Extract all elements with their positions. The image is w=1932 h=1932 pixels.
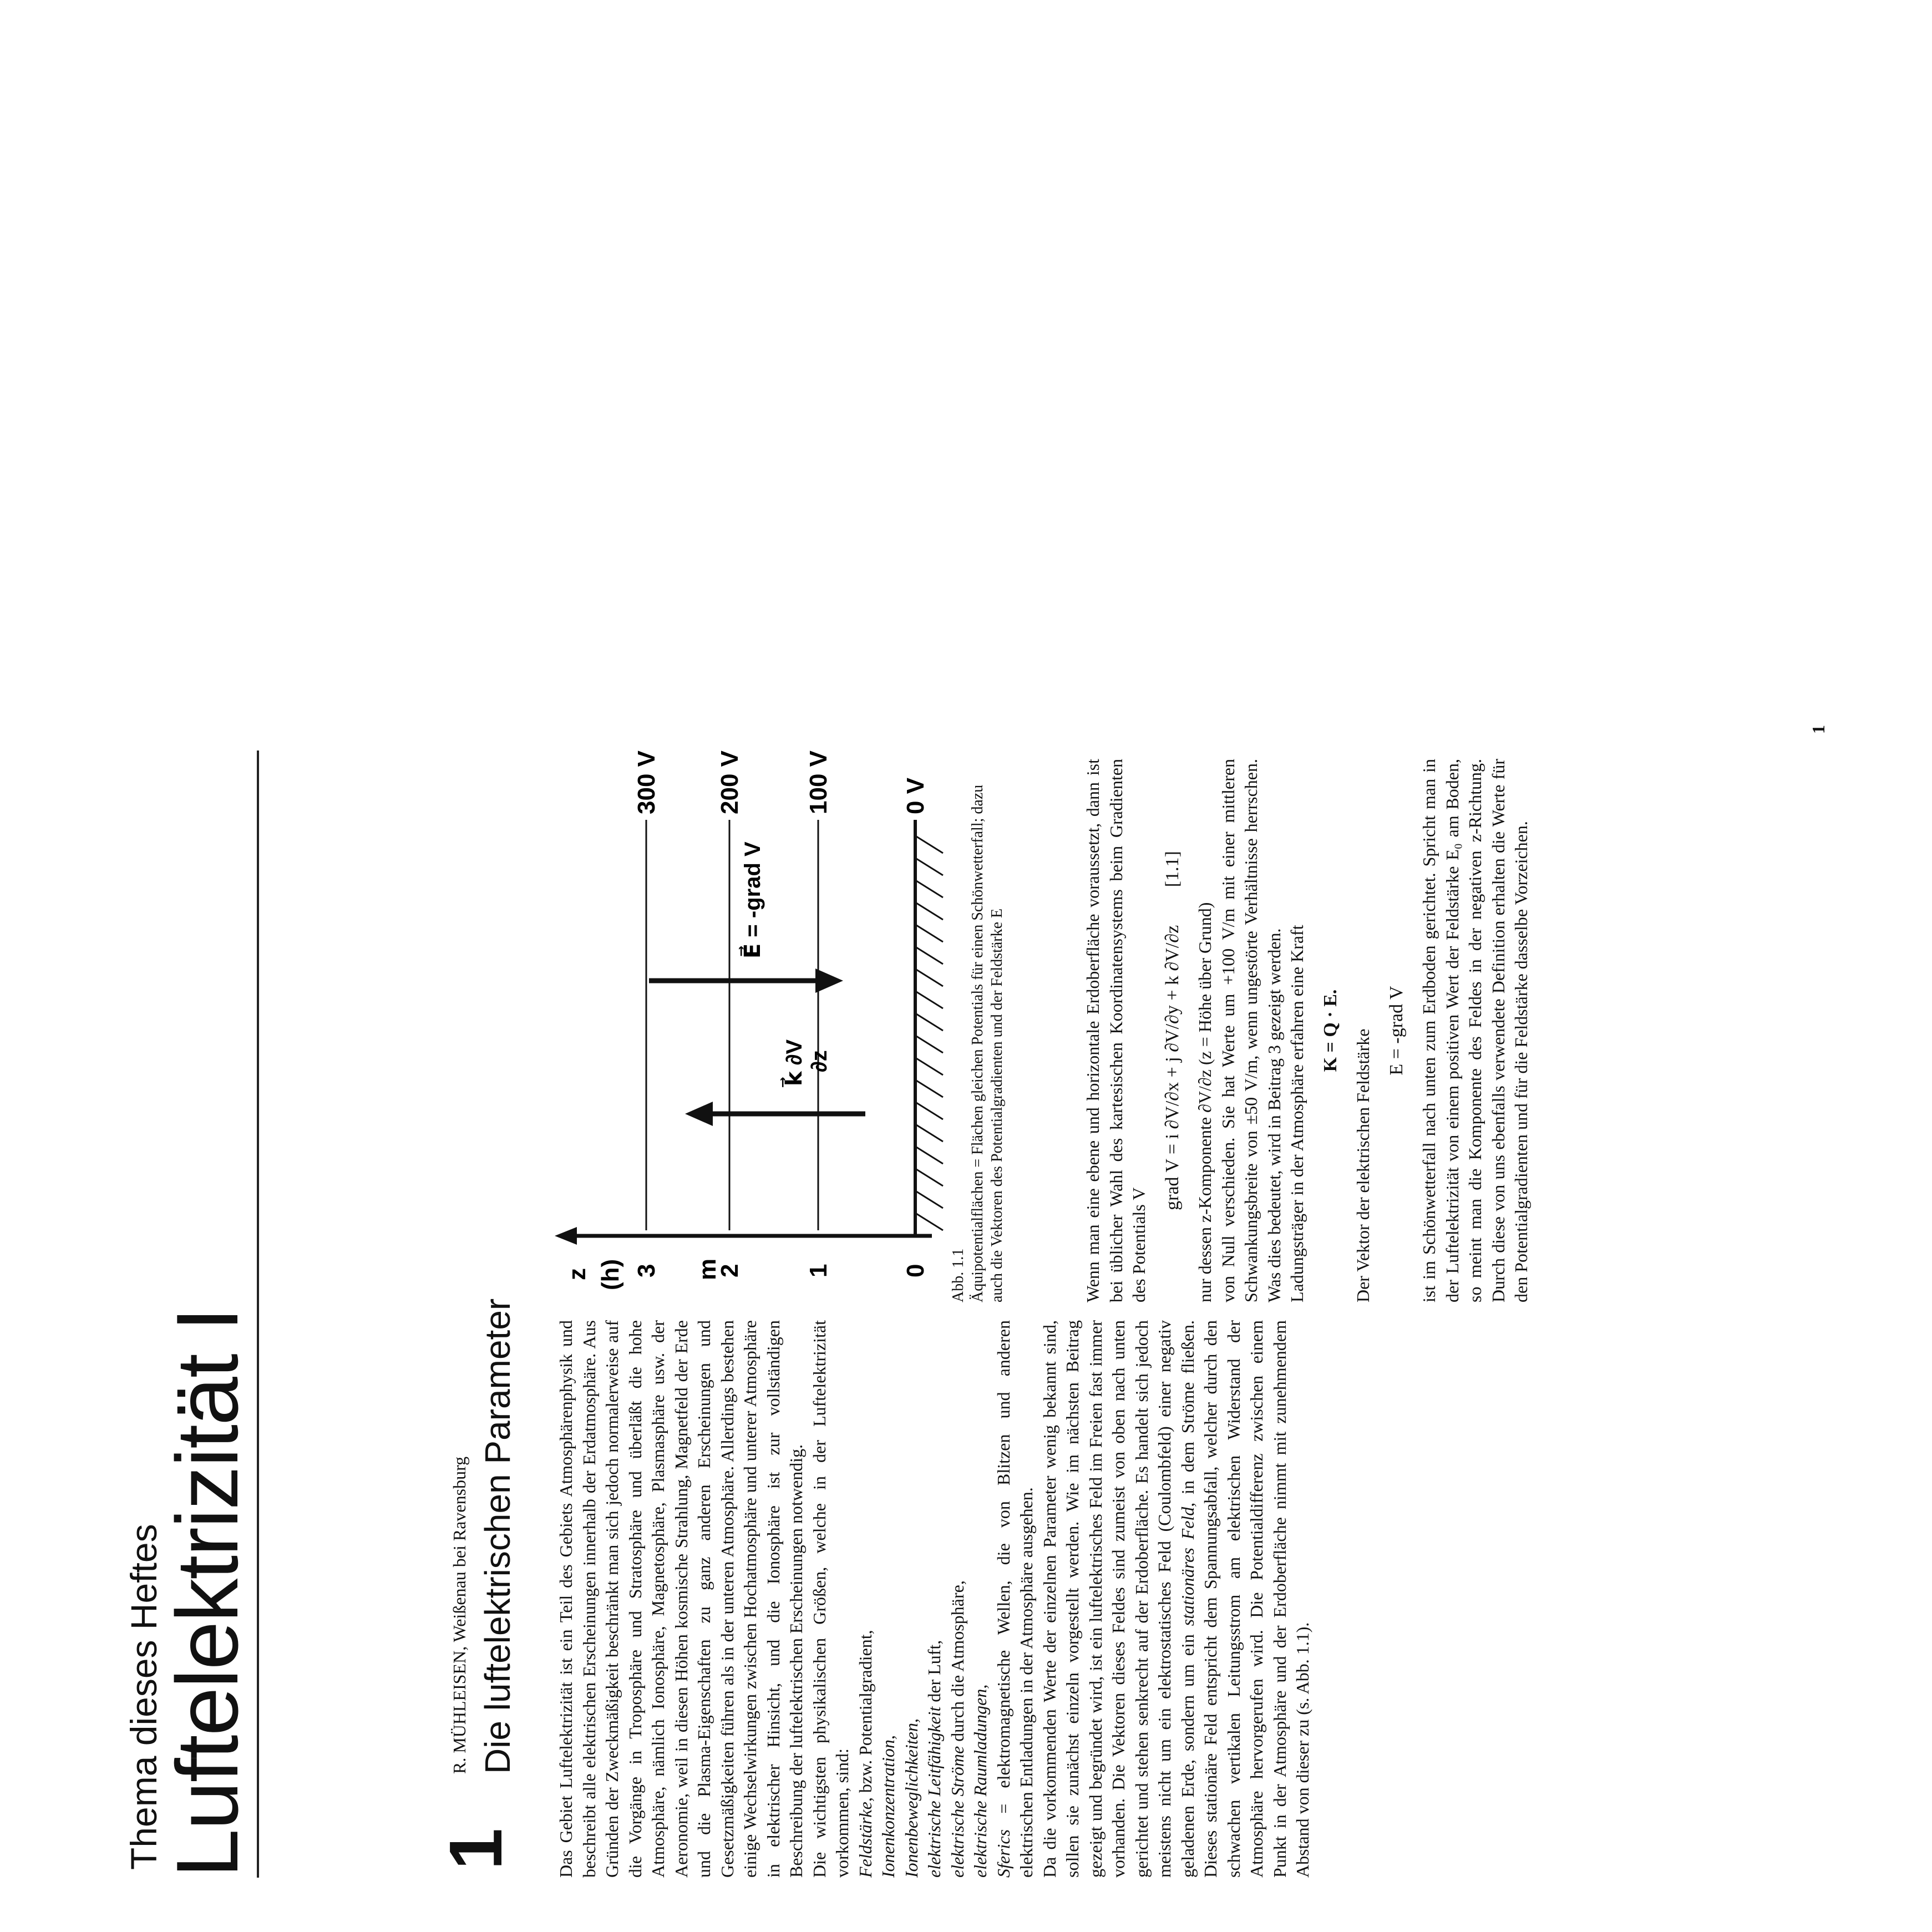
- sign-convention-paragraph: ist im Schönwetterfall nach unten zum Erdboden gerichtet. Spricht man in der Luftelektrizität von einem positiven Wert der Feldstärke E₀ am Boden, so meint man die Komponente des Feldes in der negativen z-Richtung. Durch diese von uns ebenfalls verwendete Definition erhalten die Werte für den Potentialgradienten und für die Feldstärke dasselbe Vorzeichen.: [1419, 759, 1531, 1302]
- tick-label: 0: [902, 1264, 929, 1277]
- page-number: 1: [1808, 725, 1828, 734]
- field-label: E⃗ = -grad V: [741, 841, 765, 959]
- gradient-label-bottom: ∂z: [807, 1050, 831, 1072]
- caption-text: Äquipotentialflächen = Flächen gleichen Potentials für einen Schönwetterfall; dazu auch die Vektoren des Potentialgradienten und der Feldstärke E: [969, 784, 1006, 1302]
- field-vector-intro: Der Vektor der elektrischen Feldstärke: [1353, 1028, 1373, 1302]
- values-paragraph: von Null verschieden. Sie hat Werte um +100 V/m mit einer mittleren Schwankungsbreite von ±50 V/m, wenn ungestörte Verhältnisse herrschen. Was dies bedeutet, wird in Beitrag 3 gezeigt werden.: [1218, 759, 1284, 1302]
- figure-equipotential: [555, 748, 998, 1302]
- voltage-label: 300 V: [633, 751, 660, 814]
- parameter-list: [854, 1320, 1038, 1878]
- tick-label: 2: [716, 1264, 743, 1277]
- list-item-sferics: Sferics = elektromagnetische Wellen, die von Blitzen und anderen elektrischen Entladungen in der Atmosphäre ausgehen.: [993, 1320, 1036, 1878]
- author-line: R. MÜHLEISEN, Weißenau bei Ravensburg: [449, 1456, 469, 1774]
- header-topic: Thema dieses Heftes: [123, 1524, 164, 1870]
- list-item: elektrische Raumladungen,: [970, 1684, 990, 1878]
- axis-z-label: z: [564, 1268, 591, 1280]
- article-title: Die luftelektrischen Parameter: [478, 1298, 518, 1774]
- formula-number: [1.1]: [1162, 851, 1183, 888]
- figure-caption: [949, 759, 1007, 1302]
- formula-force: K = Q · E.: [1320, 989, 1341, 1072]
- list-item: Feldstärke, bzw. Potentialgradient,: [855, 1630, 875, 1878]
- parameters-intro: Die wichtigsten physikalischen Größen, welche in der Luftelektrizität vorkommen, sind:: [809, 1320, 852, 1878]
- article-number: 1: [434, 1828, 518, 1870]
- formula-grad: [1161, 759, 1184, 1302]
- axis-h-label: (h): [597, 1259, 624, 1290]
- coordinate-paragraph: Wenn man eine ebene und horizontale Erdoberfläche voraussetzt, dann ist bei üblicher Wahl des kartesischen Koordinatensystems beim Gradienten des Potentials V: [1083, 759, 1149, 1302]
- gradient-label-top: k⃗ ∂V: [782, 1039, 807, 1086]
- tick-label: 3: [633, 1264, 660, 1277]
- header-rule: [257, 751, 259, 1878]
- z-component-line: nur dessen z-Komponente ∂V/∂z (z = Höhe über Grund): [1195, 902, 1215, 1302]
- list-item: elektrische Ströme durch die Atmosphäre,: [947, 1580, 967, 1878]
- caption-title: Abb. 1.1: [950, 1248, 967, 1302]
- header-title: Luftelektrizität I: [159, 1308, 256, 1878]
- formula-field: E = -grad V: [1386, 986, 1407, 1076]
- right-column: [1082, 759, 1533, 1302]
- formula-grad-text: grad V = i ∂V/∂x + j ∂V/∂y + k ∂V/∂z: [1162, 925, 1183, 1210]
- voltage-label: 200 V: [716, 751, 743, 814]
- field-arrow-head: [815, 968, 843, 993]
- z-axis-arrow: [555, 1227, 577, 1245]
- rotated-page: [0, 601, 1932, 1932]
- field-paragraph: Da die vorkommenden Werte der einzelnen Parameter wenig bekannt sind, sollen sie zunächst einzeln vorgestellt werden. Wie im nächsten Beitrag gezeigt und begründet wird, ist ein luftelektrisches Feld im Freien fast immer vorhanden. Die Vektoren dieses Feldes sind zumeist von oben nach unten gerichtet und stehen senkrecht auf der Erdoberfläche. Es handelt sich jedoch meistens nicht um ein elektrostatisches Feld (Coulombfeld) einer negativ geladenen Erde, sondern um ein stationäres Feld, in dem Ströme fließen. Dieses stationäre Feld entspricht dem Spannungsabfall, welcher durch den schwachen vertikalen Leitungsstrom am elektrischen Widerstand der Atmosphäre hervorgerufen wird. Die Potentialdifferenz zwischen einem Punkt in der Atmosphäre und der Erdoberfläche nimmt mit zunehmendem Abstand von dieser zu (s. Abb. 1.1).: [1039, 1320, 1312, 1878]
- tick-label: 1: [805, 1264, 832, 1277]
- left-column: [555, 1320, 1315, 1878]
- list-item: Ionenkonzentration,: [878, 1735, 898, 1878]
- ground-hatching: [916, 836, 943, 1230]
- charge-paragraph: Ladungsträger in der Atmosphäre erfahren eine Kraft: [1287, 925, 1307, 1302]
- voltage-label: 0 V: [902, 777, 929, 814]
- list-item: elektrische Leitfähigkeit der Luft,: [924, 1640, 944, 1878]
- intro-paragraph: Das Gebiet Luftelektrizität ist ein Teil des Gebiets Atmosphärenphysik und beschreibt alle elektrischen Erscheinungen innerhalb der Erdatmosphäre. Aus Gründen der Zweckmäßigkeit beschränkt man sich jedoch normalerweise auf die Vorgänge in Troposphäre und Stratosphäre und überläßt die hohe Atmosphäre, nämlich Ionosphäre, Magnetosphäre, Plasmasphäre usw. der Aeronomie, weil in diesen Höhen kosmische Strahlung, Magnetfeld der Erde und die Plasma-Eigenschaften zu ganz anderen Erscheinungen und Gesetzmäßigkeiten führen als in der unteren Atmosphäre. Allerdings bestehen einige Wechselwirkungen zwischen Hochatmosphäre und unterer Atmosphäre in elektrischer Hinsicht, und die Ionosphäre ist zur vollständigen Beschreibung der luftelektrischen Erscheinungen notwendig.: [556, 1320, 806, 1878]
- gradient-arrow-head: [685, 1102, 713, 1126]
- axis-unit-label: m: [694, 1258, 721, 1280]
- voltage-label: 100 V: [805, 751, 832, 814]
- list-item: Ionenbeweglichkeiten,: [901, 1718, 921, 1878]
